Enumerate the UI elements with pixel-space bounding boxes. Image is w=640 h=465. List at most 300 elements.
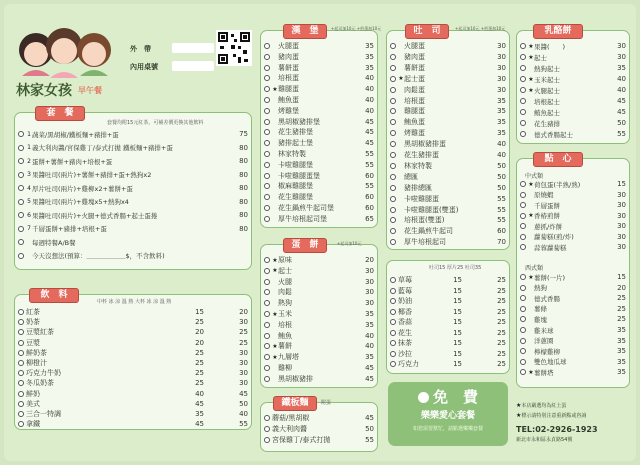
- select-circle-icon[interactable]: [390, 43, 396, 49]
- select-circle-icon[interactable]: [18, 309, 24, 315]
- item-name: 蘿蔔糕(煎/炸): [534, 233, 574, 241]
- menu-item-row[interactable]: [261, 309, 377, 319]
- menu-item-row[interactable]: [261, 84, 377, 94]
- select-circle-icon[interactable]: [264, 322, 270, 328]
- select-circle-icon[interactable]: [390, 340, 396, 346]
- select-circle-icon[interactable]: [18, 329, 24, 335]
- select-circle-icon[interactable]: [390, 207, 396, 213]
- select-circle-icon[interactable]: [520, 369, 526, 375]
- select-circle-icon[interactable]: [264, 257, 270, 263]
- menu-item-row[interactable]: [261, 203, 377, 213]
- menu-item-row[interactable]: [387, 117, 509, 127]
- select-circle-icon[interactable]: [390, 319, 396, 325]
- select-circle-icon[interactable]: [18, 185, 24, 191]
- item-price: 30: [365, 288, 374, 297]
- menu-item-row[interactable]: [517, 336, 629, 346]
- select-circle-icon[interactable]: [264, 140, 270, 146]
- select-circle-icon[interactable]: [390, 217, 396, 223]
- menu-item-row[interactable]: [261, 277, 377, 287]
- menu-item-row[interactable]: [517, 74, 629, 84]
- select-circle-icon[interactable]: [18, 158, 24, 164]
- menu-item-row[interactable]: [15, 348, 251, 358]
- select-circle-icon[interactable]: [18, 360, 24, 366]
- item-price: 30: [617, 42, 626, 50]
- select-circle-icon[interactable]: [390, 54, 396, 60]
- price-large: 25: [497, 297, 506, 305]
- select-circle-icon[interactable]: [520, 359, 526, 365]
- select-circle-icon[interactable]: [264, 75, 270, 81]
- price-small: 15: [453, 339, 462, 347]
- item-price: 40: [365, 331, 374, 340]
- menu-item-row[interactable]: [387, 63, 509, 73]
- menu-item-row[interactable]: [387, 172, 509, 182]
- select-circle-icon[interactable]: [390, 228, 396, 234]
- price-small: 25: [195, 359, 204, 367]
- select-circle-icon[interactable]: [264, 354, 270, 360]
- item-price: 40: [497, 140, 506, 149]
- select-circle-icon[interactable]: [264, 97, 270, 103]
- menu-item-row[interactable]: [261, 413, 377, 423]
- select-circle-icon[interactable]: [18, 226, 24, 232]
- item-price: 50: [617, 119, 626, 127]
- menu-item-row[interactable]: [517, 242, 629, 252]
- item-name: 千層蛋餅+豬排+培根+蛋: [32, 225, 107, 233]
- menu-item-row[interactable]: [387, 286, 509, 296]
- menu-item-row[interactable]: [261, 160, 377, 170]
- menu-item-row[interactable]: [15, 156, 251, 166]
- item-name: 林家特製: [404, 161, 432, 170]
- menu-item-row[interactable]: [387, 296, 509, 306]
- menu-item-row[interactable]: [15, 338, 251, 348]
- menu-item-row[interactable]: [387, 328, 509, 338]
- item-name: 果醬( ): [534, 42, 566, 51]
- menu-item-row[interactable]: [387, 41, 509, 51]
- menu-item-row[interactable]: [387, 307, 509, 317]
- menu-item-row[interactable]: [387, 96, 509, 106]
- select-circle-icon[interactable]: [18, 199, 24, 205]
- item-price: 30: [497, 74, 506, 83]
- item-price: 55: [497, 216, 506, 225]
- item-name: 椒麻雞腿堡: [278, 182, 313, 191]
- item-name: 薯條: [534, 305, 547, 314]
- select-circle-icon[interactable]: [18, 131, 24, 137]
- menu-item-row[interactable]: [387, 237, 509, 247]
- item-name: 薯餅蛋: [278, 63, 299, 72]
- select-circle-icon[interactable]: [390, 277, 396, 283]
- menu-item-row[interactable]: [261, 214, 377, 224]
- select-circle-icon[interactable]: [390, 130, 396, 136]
- select-circle-icon[interactable]: [520, 98, 526, 104]
- select-circle-icon[interactable]: [520, 295, 526, 301]
- menu-item-row[interactable]: [387, 215, 509, 225]
- menu-item-row[interactable]: [387, 183, 509, 193]
- item-price: 35: [617, 368, 626, 377]
- menu-item-row[interactable]: [261, 181, 377, 191]
- menu-item-row[interactable]: [261, 95, 377, 105]
- item-name: 紅茶: [26, 308, 40, 316]
- menu-item-row[interactable]: [387, 161, 509, 171]
- select-circle-icon[interactable]: [520, 54, 526, 60]
- select-circle-icon[interactable]: [520, 244, 526, 250]
- menu-item-row[interactable]: [517, 367, 629, 377]
- item-price: 55: [497, 205, 506, 214]
- item-price: 45: [617, 108, 626, 116]
- select-circle-icon[interactable]: [520, 213, 526, 219]
- select-circle-icon[interactable]: [264, 183, 270, 189]
- menu-item-row[interactable]: [387, 128, 509, 138]
- select-circle-icon[interactable]: [264, 194, 270, 200]
- menu-item-row[interactable]: [517, 211, 629, 221]
- menu-item-row[interactable]: [261, 138, 377, 148]
- star-icon: ★: [528, 212, 534, 219]
- select-circle-icon[interactable]: [520, 192, 526, 198]
- select-circle-icon[interactable]: [264, 151, 270, 157]
- menu-item-row[interactable]: [261, 424, 377, 434]
- select-circle-icon[interactable]: [390, 361, 396, 367]
- select-circle-icon[interactable]: [18, 172, 24, 178]
- item-price: 80: [239, 197, 248, 206]
- item-name: 黑胡椒豬排蛋: [404, 140, 446, 149]
- select-circle-icon[interactable]: [520, 202, 526, 208]
- price-small: 25: [195, 348, 204, 357]
- takeout-field[interactable]: [172, 43, 214, 53]
- item-name: 火腿蛋: [278, 42, 299, 50]
- item-price: 35: [617, 347, 626, 356]
- menu-item-row[interactable]: [387, 338, 509, 348]
- menu-item-row[interactable]: [261, 192, 377, 202]
- select-circle-icon[interactable]: [390, 76, 396, 82]
- select-circle-icon[interactable]: [520, 65, 526, 71]
- menu-item-row[interactable]: [517, 179, 629, 189]
- select-circle-icon[interactable]: [390, 87, 396, 93]
- select-circle-icon[interactable]: [18, 391, 24, 397]
- item-name: 花生豬排堡: [278, 128, 313, 137]
- menu-item-row[interactable]: [15, 368, 251, 378]
- item-name: 雞米球: [534, 326, 554, 335]
- star-icon: ★: [272, 256, 278, 264]
- item-price: 45: [365, 117, 374, 126]
- item-name: 雞腿蛋: [404, 107, 425, 116]
- menu-item-row[interactable]: [15, 170, 251, 180]
- menu-item-row[interactable]: [15, 399, 251, 409]
- select-circle-icon[interactable]: [390, 174, 396, 180]
- item-name: 玉米: [278, 310, 292, 318]
- select-circle-icon[interactable]: [264, 205, 270, 211]
- item-price: 35: [365, 63, 374, 72]
- select-circle-icon[interactable]: [390, 351, 396, 357]
- select-circle-icon[interactable]: [520, 131, 526, 137]
- select-circle-icon[interactable]: [18, 421, 24, 427]
- item-price: 35: [497, 118, 506, 127]
- select-circle-icon[interactable]: [520, 181, 526, 187]
- menu-item-row[interactable]: [261, 106, 377, 116]
- menu-item-row[interactable]: [15, 237, 251, 247]
- brand-sub: 早午餐: [78, 86, 102, 95]
- menu-item-row[interactable]: [517, 293, 629, 303]
- select-circle-icon[interactable]: [390, 288, 396, 294]
- item-name: 果醬吐司(兩片)+雞塊x5+熱狗x4: [32, 198, 129, 206]
- select-circle-icon[interactable]: [390, 119, 396, 125]
- select-circle-icon[interactable]: [264, 129, 270, 135]
- select-circle-icon[interactable]: [18, 212, 24, 218]
- menu-item-row[interactable]: [517, 283, 629, 293]
- item-name: 薯餅塔: [534, 368, 554, 377]
- menu-item-row[interactable]: [15, 197, 251, 207]
- select-circle-icon[interactable]: [18, 380, 24, 386]
- menu-item-row[interactable]: [387, 139, 509, 149]
- select-circle-icon[interactable]: [520, 43, 526, 49]
- menu-item-row[interactable]: [387, 194, 509, 204]
- select-circle-icon[interactable]: [264, 333, 270, 339]
- menu-item-row[interactable]: [387, 205, 509, 215]
- select-circle-icon[interactable]: [520, 109, 526, 115]
- select-circle-icon[interactable]: [264, 311, 270, 317]
- select-circle-icon[interactable]: [390, 239, 396, 245]
- select-circle-icon[interactable]: [264, 216, 270, 222]
- select-circle-icon[interactable]: [520, 338, 526, 344]
- item-name: 卡啦雞腿蛋: [404, 194, 439, 203]
- item-name: 花生鍋煎牛起司堡: [278, 204, 334, 212]
- select-circle-icon[interactable]: [520, 327, 526, 333]
- menu-item-row[interactable]: [15, 210, 251, 220]
- select-circle-icon[interactable]: [390, 298, 396, 304]
- select-circle-icon[interactable]: [390, 108, 396, 114]
- item-name: 每週特餐A/B餐: [32, 238, 76, 247]
- menu-item-row[interactable]: [517, 232, 629, 242]
- price-large: 25: [239, 328, 248, 337]
- menu-item-row[interactable]: [517, 85, 629, 95]
- menu-item-row[interactable]: [517, 304, 629, 314]
- select-circle-icon[interactable]: [18, 239, 24, 245]
- select-circle-icon[interactable]: [18, 370, 24, 376]
- select-circle-icon[interactable]: [390, 141, 396, 147]
- menu-item-row[interactable]: [387, 317, 509, 327]
- select-circle-icon[interactable]: [264, 108, 270, 114]
- item-price: 35: [365, 353, 374, 362]
- select-circle-icon[interactable]: [18, 319, 24, 325]
- select-circle-icon[interactable]: [264, 300, 270, 306]
- item-price: 35: [365, 320, 374, 329]
- table-field[interactable]: [172, 61, 214, 71]
- cheese-list: [517, 41, 629, 143]
- menu-item-row[interactable]: [261, 331, 377, 341]
- menu-item-row[interactable]: [387, 52, 509, 62]
- menu-item-row[interactable]: [517, 118, 629, 128]
- select-circle-icon[interactable]: [520, 234, 526, 240]
- item-price: 30: [365, 299, 374, 308]
- menu-item-row[interactable]: [261, 171, 377, 181]
- select-circle-icon[interactable]: [264, 54, 270, 60]
- menu-item-row[interactable]: [15, 143, 251, 153]
- select-circle-icon[interactable]: [520, 348, 526, 354]
- menu-item-row[interactable]: [517, 129, 629, 139]
- menu-item-row[interactable]: [261, 352, 377, 362]
- menu-item-row[interactable]: [15, 327, 251, 337]
- menu-item-row[interactable]: [387, 275, 509, 285]
- select-circle-icon[interactable]: [18, 350, 24, 356]
- select-circle-icon[interactable]: [520, 285, 526, 291]
- menu-item-row[interactable]: [387, 106, 509, 116]
- menu-item-row[interactable]: [261, 52, 377, 62]
- item-name: 蒜蓉蘿蔔糕: [534, 243, 567, 252]
- item-name: 九層塔: [278, 353, 299, 362]
- select-circle-icon[interactable]: [18, 340, 24, 346]
- price-large: 25: [497, 286, 506, 295]
- menu-item-row[interactable]: [517, 314, 629, 324]
- item-price: 55: [365, 436, 374, 444]
- item-name: 玉米起士: [534, 75, 560, 84]
- menu-item-row[interactable]: [261, 255, 377, 265]
- menu-item-row[interactable]: [15, 224, 251, 234]
- select-circle-icon[interactable]: [520, 274, 526, 280]
- menu-item-row[interactable]: [261, 127, 377, 137]
- select-circle-icon[interactable]: [390, 98, 396, 104]
- menu-item-row[interactable]: [387, 226, 509, 236]
- menu-item-row[interactable]: [517, 41, 629, 51]
- select-circle-icon[interactable]: [390, 65, 396, 71]
- menu-item-row[interactable]: [261, 63, 377, 73]
- select-circle-icon[interactable]: [264, 119, 270, 125]
- menu-item-row[interactable]: [261, 341, 377, 351]
- menu-item-row[interactable]: [15, 183, 251, 193]
- select-circle-icon[interactable]: [264, 376, 270, 382]
- menu-item-row[interactable]: [15, 129, 251, 139]
- menu-item-row[interactable]: [517, 221, 629, 231]
- select-circle-icon[interactable]: [264, 437, 270, 443]
- select-circle-icon[interactable]: [264, 415, 270, 421]
- menu-item-row[interactable]: [387, 150, 509, 160]
- menu-item-row[interactable]: [517, 190, 629, 200]
- item-price: 30: [617, 53, 626, 61]
- item-name: 起士蛋: [404, 74, 425, 83]
- cheese-title: 乳酪餅: [533, 24, 583, 39]
- item-name: 培根: [278, 320, 292, 329]
- eggcake-title: 蛋 餅: [283, 238, 327, 253]
- menu-item-row[interactable]: [15, 409, 251, 419]
- menu-item-row[interactable]: [261, 435, 377, 445]
- sets-note: 套餐均附15元紅茶，可補差價更換其他飲料: [107, 120, 204, 126]
- item-price: 35: [365, 42, 374, 50]
- menu-item-row[interactable]: [261, 41, 377, 51]
- item-name: 總匯: [404, 172, 418, 181]
- menu-item-row[interactable]: [517, 346, 629, 356]
- menu-item-row[interactable]: [387, 359, 509, 369]
- item-number: 7: [27, 225, 31, 232]
- menu-item-row[interactable]: [517, 96, 629, 106]
- menu-item-row[interactable]: [517, 200, 629, 210]
- menu-item-row[interactable]: [517, 325, 629, 335]
- item-name: 鮮奶: [26, 389, 40, 398]
- star-icon: ★: [528, 273, 534, 281]
- menu-item-row[interactable]: [15, 317, 251, 327]
- menu-item-row[interactable]: [261, 73, 377, 83]
- menu-item-row[interactable]: [261, 320, 377, 330]
- item-name: 肉鬆: [278, 288, 292, 297]
- select-circle-icon[interactable]: [390, 163, 396, 169]
- menu-item-row[interactable]: [15, 378, 251, 388]
- select-circle-icon[interactable]: [264, 162, 270, 168]
- menu-item-row[interactable]: [15, 389, 251, 399]
- select-circle-icon[interactable]: [18, 411, 24, 417]
- select-circle-icon[interactable]: [390, 152, 396, 158]
- item-price: 40: [617, 75, 626, 83]
- select-circle-icon[interactable]: [520, 306, 526, 312]
- price-large: 30: [239, 348, 248, 357]
- eggcake-note: +起司加10元: [337, 241, 362, 246]
- select-circle-icon[interactable]: [390, 196, 396, 202]
- item-price: 55: [617, 130, 626, 138]
- select-circle-icon[interactable]: [390, 309, 396, 315]
- select-circle-icon[interactable]: [18, 401, 24, 407]
- menu-item-row[interactable]: [261, 363, 377, 373]
- footer-notes: [516, 402, 630, 454]
- menu-item-row[interactable]: [517, 272, 629, 282]
- menu-item-row[interactable]: [517, 357, 629, 367]
- menu-item-row[interactable]: [261, 149, 377, 159]
- select-circle-icon[interactable]: [264, 426, 270, 432]
- select-circle-icon[interactable]: [390, 330, 396, 336]
- select-circle-icon[interactable]: [264, 268, 270, 274]
- menu-item-row[interactable]: [517, 63, 629, 73]
- menu-item-row[interactable]: [387, 85, 509, 95]
- select-circle-icon[interactable]: [520, 316, 526, 322]
- select-circle-icon[interactable]: [264, 173, 270, 179]
- select-circle-icon[interactable]: [264, 43, 270, 49]
- select-circle-icon[interactable]: [264, 365, 270, 371]
- snack-west-list: [517, 272, 629, 380]
- menu-item-row[interactable]: [261, 266, 377, 276]
- select-circle-icon[interactable]: [520, 76, 526, 82]
- menu-item-row[interactable]: [261, 287, 377, 297]
- menu-item-row[interactable]: [387, 349, 509, 359]
- menu-item-row[interactable]: [387, 74, 509, 84]
- select-circle-icon[interactable]: [264, 289, 270, 295]
- select-circle-icon[interactable]: [520, 87, 526, 93]
- menu-item-row[interactable]: [261, 374, 377, 384]
- menu-item-row[interactable]: [261, 117, 377, 127]
- menu-item-row[interactable]: [261, 298, 377, 308]
- item-price: 35: [365, 52, 374, 61]
- menu-item-row[interactable]: [15, 251, 251, 261]
- select-circle-icon[interactable]: [264, 65, 270, 71]
- item-price: 30: [497, 63, 506, 72]
- item-name: 花生豬排: [534, 119, 560, 128]
- ironpan-panel: [260, 398, 378, 452]
- select-circle-icon[interactable]: [390, 185, 396, 191]
- select-circle-icon[interactable]: [18, 253, 24, 259]
- select-circle-icon[interactable]: [264, 86, 270, 92]
- menu-item-row[interactable]: [15, 307, 251, 317]
- star-icon: ★: [272, 342, 278, 350]
- item-price: 25: [617, 294, 626, 303]
- select-circle-icon[interactable]: [264, 343, 270, 349]
- item-name: 椰香: [398, 307, 412, 316]
- price-large: 25: [239, 338, 248, 347]
- item-price: 40: [365, 74, 374, 83]
- menu-item-row[interactable]: [15, 358, 251, 368]
- menu-item-row[interactable]: [15, 419, 251, 429]
- select-circle-icon[interactable]: [520, 223, 526, 229]
- item-name: 抹茶: [398, 339, 412, 347]
- item-name: 培根蛋: [404, 96, 425, 105]
- menu-item-row[interactable]: [517, 107, 629, 117]
- select-circle-icon[interactable]: [18, 145, 24, 151]
- select-circle-icon[interactable]: [264, 279, 270, 285]
- price-small: 15: [453, 307, 462, 316]
- menu-item-row[interactable]: [517, 52, 629, 62]
- select-circle-icon[interactable]: [520, 120, 526, 126]
- item-price: 55: [365, 160, 374, 169]
